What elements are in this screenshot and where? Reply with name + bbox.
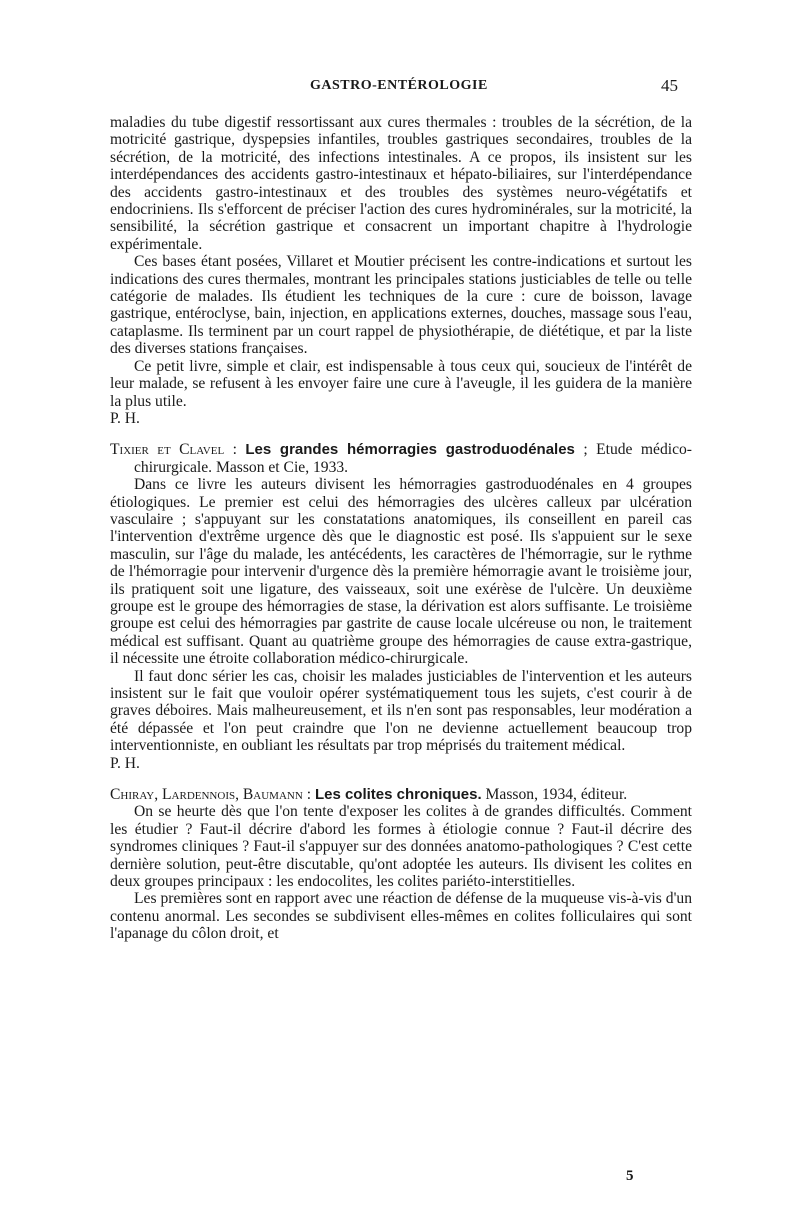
- review1-paragraph-1: maladies du tube digestif ressortissant aux cures thermales : troubles de la sécrétion, de la motricité gastrique, dyspepsies infantiles, troubles gastriques secondaires, troubles de la sécrétion, de la motricité, des infections intestinales. A ce propos, ils insistent sur les interdépendances des accidents gastro-intestinaux et hépato-biliaires, sur l'interdépendance des accidents gastro-intestinaux et des troubles des systèmes neuro-végétatifs et endocriniens. Ils s'efforcent de préciser l'action des cures hydrominérales, sur la motricité, la sensibilité, la sécrétion gastrique et consacrent un important chapitre à l'hydrologie expérimentale.: [110, 114, 692, 253]
- review2-initials: P. H.: [110, 754, 140, 772]
- running-title: GASTRO-ENTÉROLOGIE: [310, 78, 488, 93]
- review2-reference: [110, 441, 692, 476]
- page-header: [0, 78, 800, 102]
- review3-authors: Chiray, Lardennois, Baumann :: [110, 786, 315, 804]
- review3-publication: Masson, 1934, éditeur.: [481, 786, 628, 804]
- review2-paragraph-2: Il faut donc sérier les cas, choisir les malades justiciables de l'intervention et les auteurs insistent sur le fait que vouloir opérer systématiquement tous les sujets, c'est courir à de graves déboires. Mais malheureusement, et ils n'en sont pas responsables, leur modération a été dépassée et l'on peut craindre que l'on ne devienne actuellement beaucoup trop interventionniste, en oubliant les résultats par trop méprisés du traitement médical.: [110, 667, 692, 755]
- body-text: [110, 114, 692, 943]
- review2-paragraph-1: Dans ce livre les auteurs divisent les hémorragies gastroduodénales en 4 groupes étiologiques. Le premier est celui des hémorragies des ulcères calleux par ulcération vasculaire ; s'appuyant sur les constatations anatomiques, ils conseillent en pareil cas l'intervention d'extrême urgence dès que le diagnostic est posé. Ils s'appuient sur le sexe masculin, sur l'âge du malade, les antécédents, les caractères de l'hémorragie, sur le rythme de l'hémorragie pour intervenir d'urgence dès la première hémorragie avant le troisième jour, ils pratiquent soit une ligature, des vaisseaux, soit une exérèse de l'ulcère. Un deuxième groupe est le groupe des hémorragies de stase, la dérivation est alors suffisante. Le troisième groupe est celui des hémorragies par gastrite de cause locale ulcéreuse ou non, le traitement médical est suffisant. Quant au quatrième groupe des hémorragies de cause extra-gastrique, il nécessite une étroite collaboration médico-chirurgicale.: [110, 476, 692, 668]
- review3-paragraph-2: Les premières sont en rapport avec une réaction de défense de la muqueuse vis-à-vis d'un contenu anormal. Les secondes se subdivisent elles-mêmes en colites folliculaires qui sont l'apanage du côlon droit, et: [110, 890, 692, 943]
- review3-reference: [110, 786, 692, 803]
- review3-paragraph-1: On se heurte dès que l'on tente d'exposer les colites à de grandes difficultés. Comment les étudier ? Faut-il décrire d'abord les formes à étiologie connue ? Faut-il décrire des syndromes cliniques ? Faut-il s'appuyer sur des données anatomo-pathologiques ? C'est cette dernière solution, peut-être discutable, qu'ont adoptée les auteurs. Ils divisent les colites en deux groupes principaux : les endocolites, les colites pariéto-interstitielles.: [110, 803, 692, 891]
- review2-publication: ; Etude médico-chirurgicale. Masson et Cie, 1933.: [134, 441, 692, 476]
- review1-paragraph-2: Ces bases étant posées, Villaret et Moutier précisent les contre-indications et surtout les indications des cures thermales, montrant les principales stations justiciables de telle ou telle catégorie de malades. Ils étudient les techniques de la cure : cure de boisson, lavage gastrique, entéroclyse, bain, injection, en applications externes, douches, massage sous l'eau, cataplasme. Ils terminent par un court rappel de physiothérapie, de diététique, et par la liste des diverses stations françaises.: [110, 253, 692, 358]
- review2-book-title: Les grandes hémorragies gastroduodénales: [245, 441, 575, 459]
- review1-initials: P. H.: [110, 409, 140, 427]
- page-number: 45: [661, 76, 678, 95]
- review1-paragraph-3: Ce petit livre, simple et clair, est indispensable à tous ceux qui, soucieux de l'intérêt de leur malade, se refusent à les envoyer faire une cure à l'aveugle, il les guidera de la manière la plus utile.: [110, 357, 692, 410]
- review2-authors: Tixier et Clavel :: [110, 441, 246, 459]
- review3-book-title: Les colites chroniques.: [314, 786, 482, 804]
- printer-signature: 5: [626, 1168, 634, 1184]
